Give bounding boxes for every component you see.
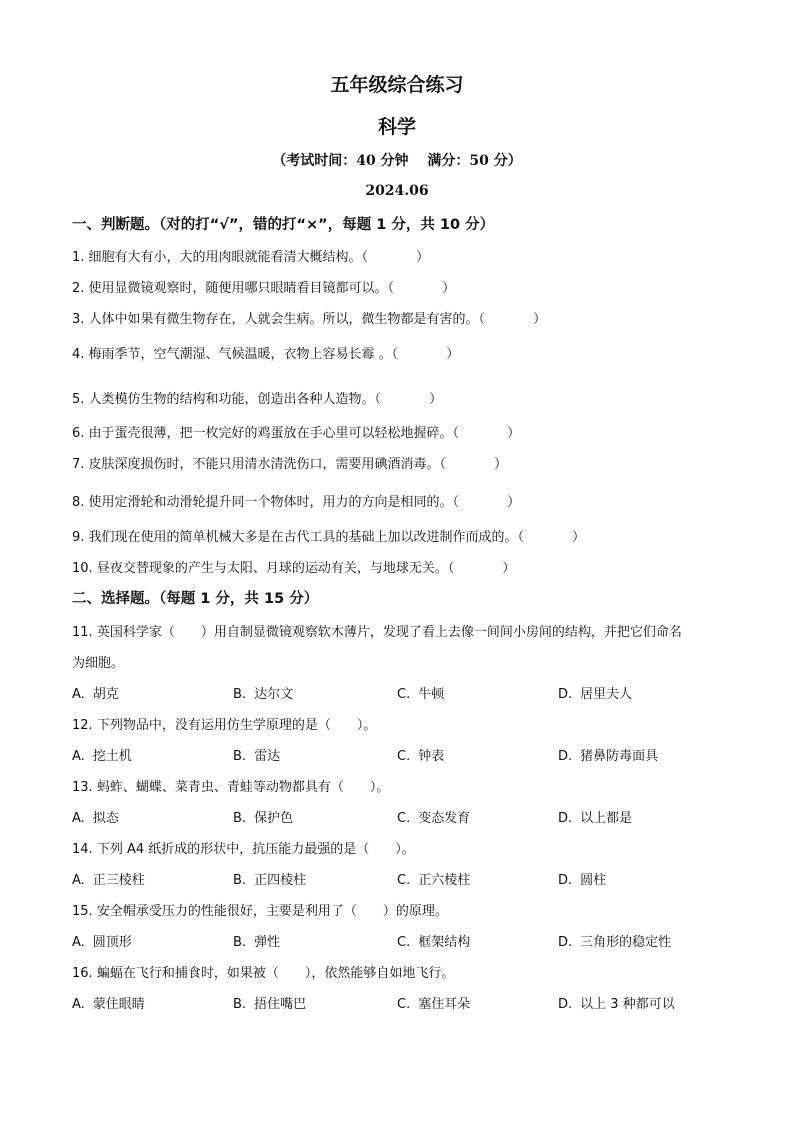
- question-close: ）: [533, 312, 547, 327]
- question-close: ）: [507, 495, 521, 510]
- option-text: 牛顿: [418, 687, 445, 702]
- option-d[interactable]: [558, 869, 606, 888]
- question-12: [72, 714, 376, 733]
- question-11-continued: 为细胞。: [72, 656, 125, 671]
- question-close: ）: [507, 426, 521, 441]
- question-number: 4.: [72, 347, 85, 362]
- question-number: 8.: [72, 495, 85, 510]
- question-text: 梅雨季节，空气潮湿、气候温暖，衣物上容易长霉 。（: [88, 347, 399, 362]
- option-text: 保护色: [254, 811, 294, 826]
- question-text: 人类模仿生物的结构和功能，创造出各种人造物。（: [88, 392, 382, 407]
- option-letter: D.: [558, 997, 573, 1012]
- question-6: [72, 422, 520, 441]
- option-b[interactable]: [233, 745, 280, 764]
- option-text: 框架结构: [418, 935, 471, 950]
- question-number: 14.: [72, 842, 93, 857]
- option-a[interactable]: [72, 993, 145, 1012]
- option-letter: D.: [558, 935, 573, 950]
- question-number: 9.: [72, 530, 85, 545]
- option-text: 蒙住眼睛: [92, 997, 145, 1012]
- option-c[interactable]: [397, 745, 444, 764]
- option-text: 弹性: [254, 935, 281, 950]
- option-text: 达尔文: [254, 687, 294, 702]
- question-number: 16.: [72, 966, 93, 981]
- question-number: 13.: [72, 780, 93, 795]
- question-text: 蝙蝠在飞行和捕食时，如果被（ ），依然能够自如地飞行。: [96, 966, 455, 981]
- option-text: 三角形的稳定性: [580, 935, 672, 950]
- option-letter: B.: [233, 873, 247, 888]
- option-c[interactable]: [397, 993, 470, 1012]
- option-a[interactable]: [72, 869, 145, 888]
- question-number: 6.: [72, 426, 85, 441]
- question-10: [72, 557, 515, 576]
- question-text: 安全帽承受压力的性能很好，主要是利用了（ ）的原理。: [96, 904, 448, 919]
- option-letter: B.: [233, 749, 247, 764]
- question-text: 下列 A4 纸折成的形状中，抗压能力最强的是（ ）。: [96, 842, 415, 857]
- option-letter: C.: [397, 687, 411, 702]
- option-text: 以上都是: [580, 811, 633, 826]
- option-letter: D.: [558, 687, 573, 702]
- question-text: 皮肤深度损伤时，不能只用清水清洗伤口，需要用碘酒消毒。（: [88, 457, 447, 472]
- option-b[interactable]: [233, 993, 306, 1012]
- option-letter: A.: [72, 873, 85, 888]
- option-text: 变态发育: [418, 811, 471, 826]
- option-c[interactable]: [397, 869, 470, 888]
- option-letter: A.: [72, 749, 85, 764]
- option-b[interactable]: [233, 683, 293, 702]
- question-close: ）: [416, 250, 430, 265]
- question-text: 昼夜交替现象的产生与太阳、月球的运动有关，与地球无关。（: [96, 561, 455, 576]
- option-text: 以上 3 种都可以: [580, 997, 675, 1012]
- question-text: 使用显微镜观察时，随便用哪只眼睛看目镜都可以。（: [88, 281, 395, 296]
- question-close: ）: [494, 457, 508, 472]
- option-text: 居里夫人: [580, 687, 633, 702]
- section2-heading: 二、选择题。（每题 1 分，共 15 分）: [72, 591, 319, 607]
- option-d[interactable]: [558, 993, 675, 1012]
- option-b[interactable]: [233, 931, 280, 950]
- question-number: 5.: [72, 392, 85, 407]
- question-13: [72, 776, 389, 795]
- question-number: 15.: [72, 904, 93, 919]
- option-d[interactable]: [558, 745, 658, 764]
- option-b[interactable]: [233, 807, 293, 826]
- question-number: 7.: [72, 457, 85, 472]
- option-a[interactable]: [72, 683, 119, 702]
- option-text: 猪鼻防毒面具: [580, 749, 659, 764]
- option-text: 拟态: [92, 811, 119, 826]
- option-letter: A.: [72, 811, 85, 826]
- option-text: 挖土机: [92, 749, 132, 764]
- option-letter: B.: [233, 811, 247, 826]
- option-d[interactable]: [558, 931, 671, 950]
- option-c[interactable]: [397, 807, 470, 826]
- option-letter: D.: [558, 873, 573, 888]
- question-close: ）: [502, 561, 516, 576]
- question-number: 11.: [72, 625, 93, 640]
- question-text: 英国科学家（ ）用自制显微镜观察软木薄片，发现了看上去像一间间小房间的结构，并把它们命名: [96, 625, 682, 640]
- question-close: ）: [446, 347, 460, 362]
- question-5: [72, 388, 442, 407]
- section1-heading: 一、判断题。（对的打“√”，错的打“×”，每题 1 分，共 10 分）: [72, 217, 495, 233]
- option-letter: D.: [558, 811, 573, 826]
- question-close: ）: [442, 281, 456, 296]
- question-7: [72, 453, 507, 472]
- option-letter: C.: [397, 873, 411, 888]
- question-number: 12.: [72, 718, 93, 733]
- option-c[interactable]: [397, 683, 444, 702]
- option-c[interactable]: [397, 931, 470, 950]
- option-a[interactable]: [72, 745, 132, 764]
- question-number: 2.: [72, 281, 85, 296]
- question-11: [72, 621, 682, 640]
- option-text: 圆顶形: [92, 935, 132, 950]
- option-letter: D.: [558, 749, 573, 764]
- option-letter: A.: [72, 687, 85, 702]
- question-text: 我们现在使用的简单机械大多是在古代工具的基础上加以改进制作而成的。（: [88, 530, 525, 545]
- option-letter: C.: [397, 935, 411, 950]
- question-close: ）: [572, 530, 586, 545]
- question-close: ）: [429, 392, 443, 407]
- option-text: 胡克: [92, 687, 119, 702]
- question-16: [72, 962, 454, 981]
- option-a[interactable]: [72, 931, 132, 950]
- question-text: 人体中如果有微生物存在，人就会生病。所以，微生物都是有害的。（: [88, 312, 486, 327]
- question-3: [72, 308, 546, 327]
- option-text: 圆柱: [580, 873, 607, 888]
- question-15: [72, 900, 448, 919]
- question-number: 3.: [72, 312, 85, 327]
- option-b[interactable]: [233, 869, 306, 888]
- option-text: 捂住嘴巴: [254, 997, 307, 1012]
- option-letter: B.: [233, 935, 247, 950]
- question-2: [72, 277, 455, 296]
- question-text: 细胞有大有小，大的用肉眼就能看清大概结构。（: [88, 250, 369, 265]
- question-8: [72, 491, 520, 510]
- option-letter: C.: [397, 997, 411, 1012]
- option-letter: C.: [397, 749, 411, 764]
- option-letter: A.: [72, 935, 85, 950]
- option-text: 正三棱柱: [92, 873, 145, 888]
- option-letter: C.: [397, 811, 411, 826]
- exam-info: （考试时间：40 分钟 满分：50 分）: [272, 153, 522, 169]
- page-title: 五年级综合练习: [330, 74, 464, 96]
- question-text: 蚂蚱、蝴蝶、菜青虫、青蛙等动物都具有（ ）。: [96, 780, 390, 795]
- option-d[interactable]: [558, 807, 632, 826]
- option-text: 正四棱柱: [254, 873, 307, 888]
- option-text: 雷达: [254, 749, 281, 764]
- question-text: 由于蛋壳很薄，把一枚完好的鸡蛋放在手心里可以轻松地握碎。（: [88, 426, 460, 441]
- question-1: [72, 246, 429, 265]
- subject-title: 科学: [377, 116, 416, 138]
- option-text: 正六棱柱: [418, 873, 471, 888]
- question-4: [72, 343, 459, 362]
- question-number: 1.: [72, 250, 85, 265]
- question-text: 使用定滑轮和动滑轮提升同一个物体时，用力的方向是相同的。（: [88, 495, 460, 510]
- option-letter: B.: [233, 687, 247, 702]
- option-letter: B.: [233, 997, 247, 1012]
- question-14: [72, 838, 415, 857]
- option-d[interactable]: [558, 683, 632, 702]
- question-number: 10.: [72, 561, 93, 576]
- question-9: [72, 526, 585, 545]
- option-a[interactable]: [72, 807, 119, 826]
- option-text: 钟表: [418, 749, 445, 764]
- option-letter: A.: [72, 997, 85, 1012]
- question-text: 下列物品中，没有运用仿生学原理的是（ ）。: [96, 718, 377, 733]
- exam-date: 2024.06: [365, 183, 429, 199]
- option-text: 塞住耳朵: [418, 997, 471, 1012]
